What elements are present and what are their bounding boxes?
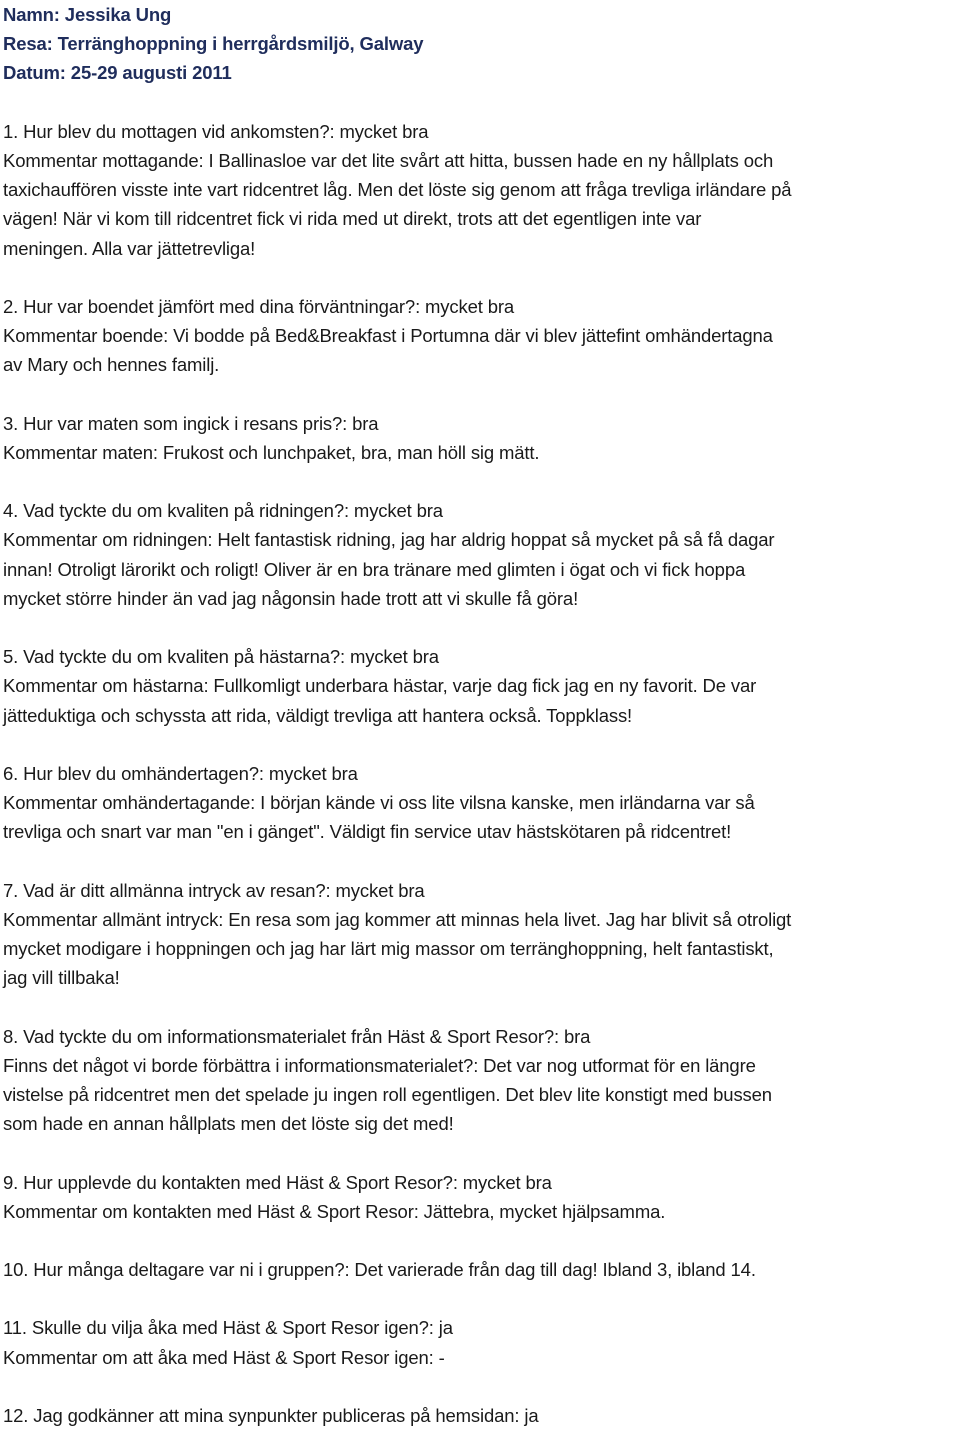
question-block-2	[3, 292, 958, 380]
question-text: 7. Vad är ditt allmänna intryck av resan?: mycket bra	[3, 879, 425, 901]
comment-text: vägen! När vi kom till ridcentret fick vi rida med ut direkt, trots att det egentligen inte var	[3, 208, 702, 230]
comment-text: Kommentar boende: Vi bodde på Bed&Breakfast i Portumna där vi blev jättefint omhändertagna	[3, 325, 773, 347]
question-text: 4. Vad tyckte du om kvaliten på ridningen?: mycket bra	[3, 500, 443, 522]
comment-text: Kommentar om hästarna: Fullkomligt underbara hästar, varje dag fick jag en ny favorit. De var	[3, 675, 757, 697]
section-spacer	[3, 1138, 958, 1167]
question-block-6	[3, 759, 958, 847]
question-text: 10. Hur många deltagare var ni i gruppen?: Det varierade från dag till dag! Ibland 3, ibland 14.	[3, 1259, 756, 1281]
section-spacer	[3, 467, 958, 496]
section-spacer	[3, 263, 958, 292]
question-block-8	[3, 1022, 958, 1139]
document-header	[3, 0, 958, 88]
trip-date: Datum: 25-29 augusti 2011	[3, 62, 232, 84]
comment-text: Kommentar om kontakten med Häst & Sport Resor: Jättebra, mycket hjälpsamma.	[3, 1200, 666, 1222]
question-text: 3. Hur var maten som ingick i resans pris?: bra	[3, 412, 379, 434]
question-text: 8. Vad tyckte du om informationsmaterialet från Häst & Sport Resor?: bra	[3, 1025, 591, 1047]
comment-text: Kommentar om att åka med Häst & Sport Resor igen: -	[3, 1346, 445, 1368]
comment-text: som hade en annan hållplats men det löste sig det med!	[3, 1113, 454, 1135]
question-text: 6. Hur blev du omhändertagen?: mycket bra	[3, 762, 358, 784]
comment-text: taxichauffören visste inte vart ridcentret låg. Men det löste sig genom att fråga trevliga irländare på	[3, 179, 792, 201]
comment-text: jätteduktiga och schyssta att rida, väldigt trevliga att hantera också. Toppklass!	[3, 704, 633, 726]
section-spacer	[3, 1372, 958, 1401]
question-text: 5. Vad tyckte du om kvaliten på hästarna?: mycket bra	[3, 646, 439, 668]
comment-text: av Mary och hennes familj.	[3, 354, 220, 376]
section-spacer	[3, 1284, 958, 1313]
section-spacer	[3, 992, 958, 1021]
question-block-10	[3, 1255, 958, 1284]
section-spacer	[3, 846, 958, 875]
comment-text: innan! Otroligt lärorikt och roligt! Oliver är en bra tränare med glimten i ögat och vi fick hoppa	[3, 558, 746, 580]
question-block-3	[3, 409, 958, 467]
question-block-9	[3, 1168, 958, 1226]
trip-title: Resa: Terränghoppning i herrgårdsmiljö, Galway	[3, 33, 424, 55]
comment-text: vistelse på ridcentret men det spelade ju ingen roll egentligen. Det blev lite konstigt med bussen	[3, 1083, 772, 1105]
question-block-11	[3, 1313, 958, 1371]
question-block-7	[3, 876, 958, 993]
question-block-12	[3, 1401, 958, 1430]
comment-text: mycket större hinder än vad jag någonsin hade trott att vi skulle få göra!	[3, 587, 579, 609]
question-text: 2. Hur var boendet jämfört med dina förväntningar?: mycket bra	[3, 295, 515, 317]
section-spacer	[3, 88, 958, 117]
comment-text: Kommentar om ridningen: Helt fantastisk ridning, jag har aldrig hoppat så mycket på så få dagar	[3, 529, 775, 551]
comment-text: meningen. Alla var jättetrevliga!	[3, 237, 256, 259]
section-spacer	[3, 613, 958, 642]
participant-name: Namn: Jessika Ung	[3, 4, 172, 25]
comment-text: Finns det något vi borde förbättra i informationsmaterialet?: Det var nog utformat för en längre	[3, 1054, 756, 1076]
comment-text: mycket modigare i hoppningen och jag har lärt mig massor om terränghoppning, helt fantastiskt,	[3, 938, 774, 959]
question-text: 11. Skulle du vilja åka med Häst & Sport Resor igen?: ja	[3, 1317, 453, 1339]
comment-text: trevliga och snart var man "en i gänget". Väldigt fin service utav hästskötaren på ridcentret!	[3, 821, 732, 843]
question-block-4	[3, 496, 958, 613]
question-text: 12. Jag godkänner att mina synpunkter publiceras på hemsidan: ja	[3, 1405, 539, 1426]
comment-text: jag vill tillbaka!	[3, 967, 120, 989]
section-spacer	[3, 379, 958, 408]
comment-text: Kommentar mottagande: I Ballinasloe var det lite svårt att hitta, bussen hade en ny hållplats och	[3, 149, 774, 171]
comment-text: Kommentar maten: Frukost och lunchpaket, bra, man höll sig mätt.	[3, 441, 540, 463]
question-block-1	[3, 117, 958, 263]
questions-list	[3, 88, 958, 1430]
question-block-5	[3, 642, 958, 730]
section-spacer	[3, 1226, 958, 1255]
comment-text: Kommentar allmänt intryck: En resa som jag kommer att minnas hela livet. Jag har blivit så otroligt	[3, 908, 792, 930]
section-spacer	[3, 730, 958, 759]
question-text: 1. Hur blev du mottagen vid ankomsten?: mycket bra	[3, 120, 429, 142]
question-text: 9. Hur upplevde du kontakten med Häst & Sport Resor?: mycket bra	[3, 1171, 552, 1193]
comment-text: Kommentar omhändertagande: I början kände vi oss lite vilsna kanske, men irländarna var så	[3, 792, 755, 814]
evaluation-document	[3, 0, 958, 1430]
